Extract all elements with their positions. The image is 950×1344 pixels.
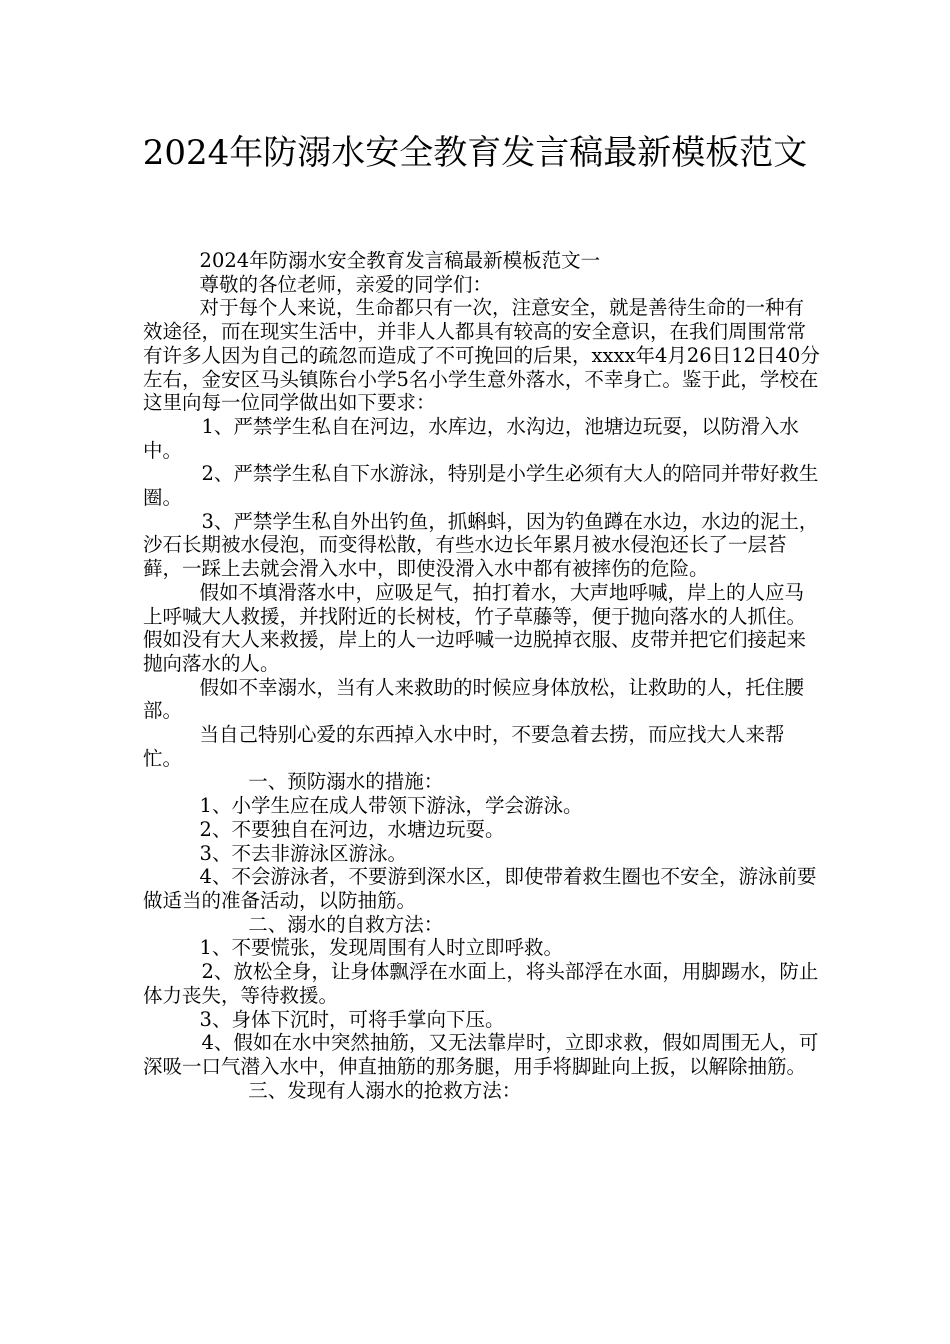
list-item: 2、不要独自在河边，水塘边玩耍。 [199,817,505,841]
paragraph: 对于每个人来说，生命都只有一次，注意安全，就是善待生命的一种有效途径，而在现实生活中，并非人人都具有较高的安全意识，在我们周围常常有许多人因为自己的疏忽而造成了不可挽回的后果，xxxx年4月26日12日40分左右，金安区马头镇陈台小学5名小学生意外落水，不幸身亡。鉴于此，学校在这里向每一位同学做出如下要求： [143,296,820,415]
section-heading: 三、发现有人溺水的抢救方法： [248,1078,522,1102]
paragraph: 假如不幸溺水，当有人来救助的时候应身体放松，让救助的人，托住腰部。 [143,675,805,723]
list-item: 4、假如在水中突然抽筋，又无法靠岸时，立即求救，假如周围无人，可深吸一口气潜入水中，伸直抽筋的那务腿，用手将脚趾向上扳，以解除抽筋。 [143,1031,819,1078]
list-item: 2、放松全身，让身体飘浮在水面上，将头部浮在水面，用脚踢水，防止体力丧失，等待救援。 [143,960,819,1007]
list-item: 1、严禁学生私自在河边，水库边，水沟边，池塘边玩耍，以防滑入水中。 [143,414,799,462]
list-item: 4、不会游泳者，不要游到深水区，即使带着救生圈也不安全，游泳前要做适当的准备活动，以防抽筋。 [143,865,817,912]
document-body [143,249,823,1102]
list-item: 1、不要慌张，发现周围有人时立即呼救。 [199,936,563,960]
list-item: 3、身体下沉时，可将手掌向下压。 [199,1007,505,1031]
list-item: 2、严禁学生私自下水游泳，特别是小学生必须有大人的陪同并带好救生圈。 [143,462,819,510]
list-item: 3、不去非游泳区游泳。 [199,841,407,865]
list-item: 1、小学生应在成人带领下游泳，学会游泳。 [199,794,583,818]
paragraph: 假如不填滑落水中，应吸足气，拍打着水，大声地呼喊，岸上的人应马上呼喊大人救援，并找附近的长树枝，竹子草藤等，便于抛向落水的人抓住。假如没有大人来救援，岸上的人一边呼喊一边脱掉衣服、皮带并把它们接起来抛向落水的人。 [143,580,807,675]
paragraph: 当自己特别心爱的东西掉入水中时，不要急着去捞，而应找大人来帮忙。 [143,723,785,770]
section-heading: 一、预防溺水的措施： [248,770,444,794]
salutation: 尊敬的各位老师，亲爱的同学们： [199,272,493,296]
paragraph: 2024年防溺水安全教育发言稿最新模板范文一 [199,249,601,272]
document-title: 2024年防溺水安全教育发言稿最新模板范文 [142,133,808,173]
section-heading: 二、溺水的自救方法： [248,912,444,936]
list-item: 3、严禁学生私自外出钓鱼，抓蝌蚪，因为钓鱼蹲在水边，水边的泥土，沙石长期被水侵泡，而变得松散，有些水边长年累月被水侵泡还长了一层苔藓，一踩上去就会滑入水中，即使没滑入水中都有被摔伤的危险。 [143,509,819,581]
